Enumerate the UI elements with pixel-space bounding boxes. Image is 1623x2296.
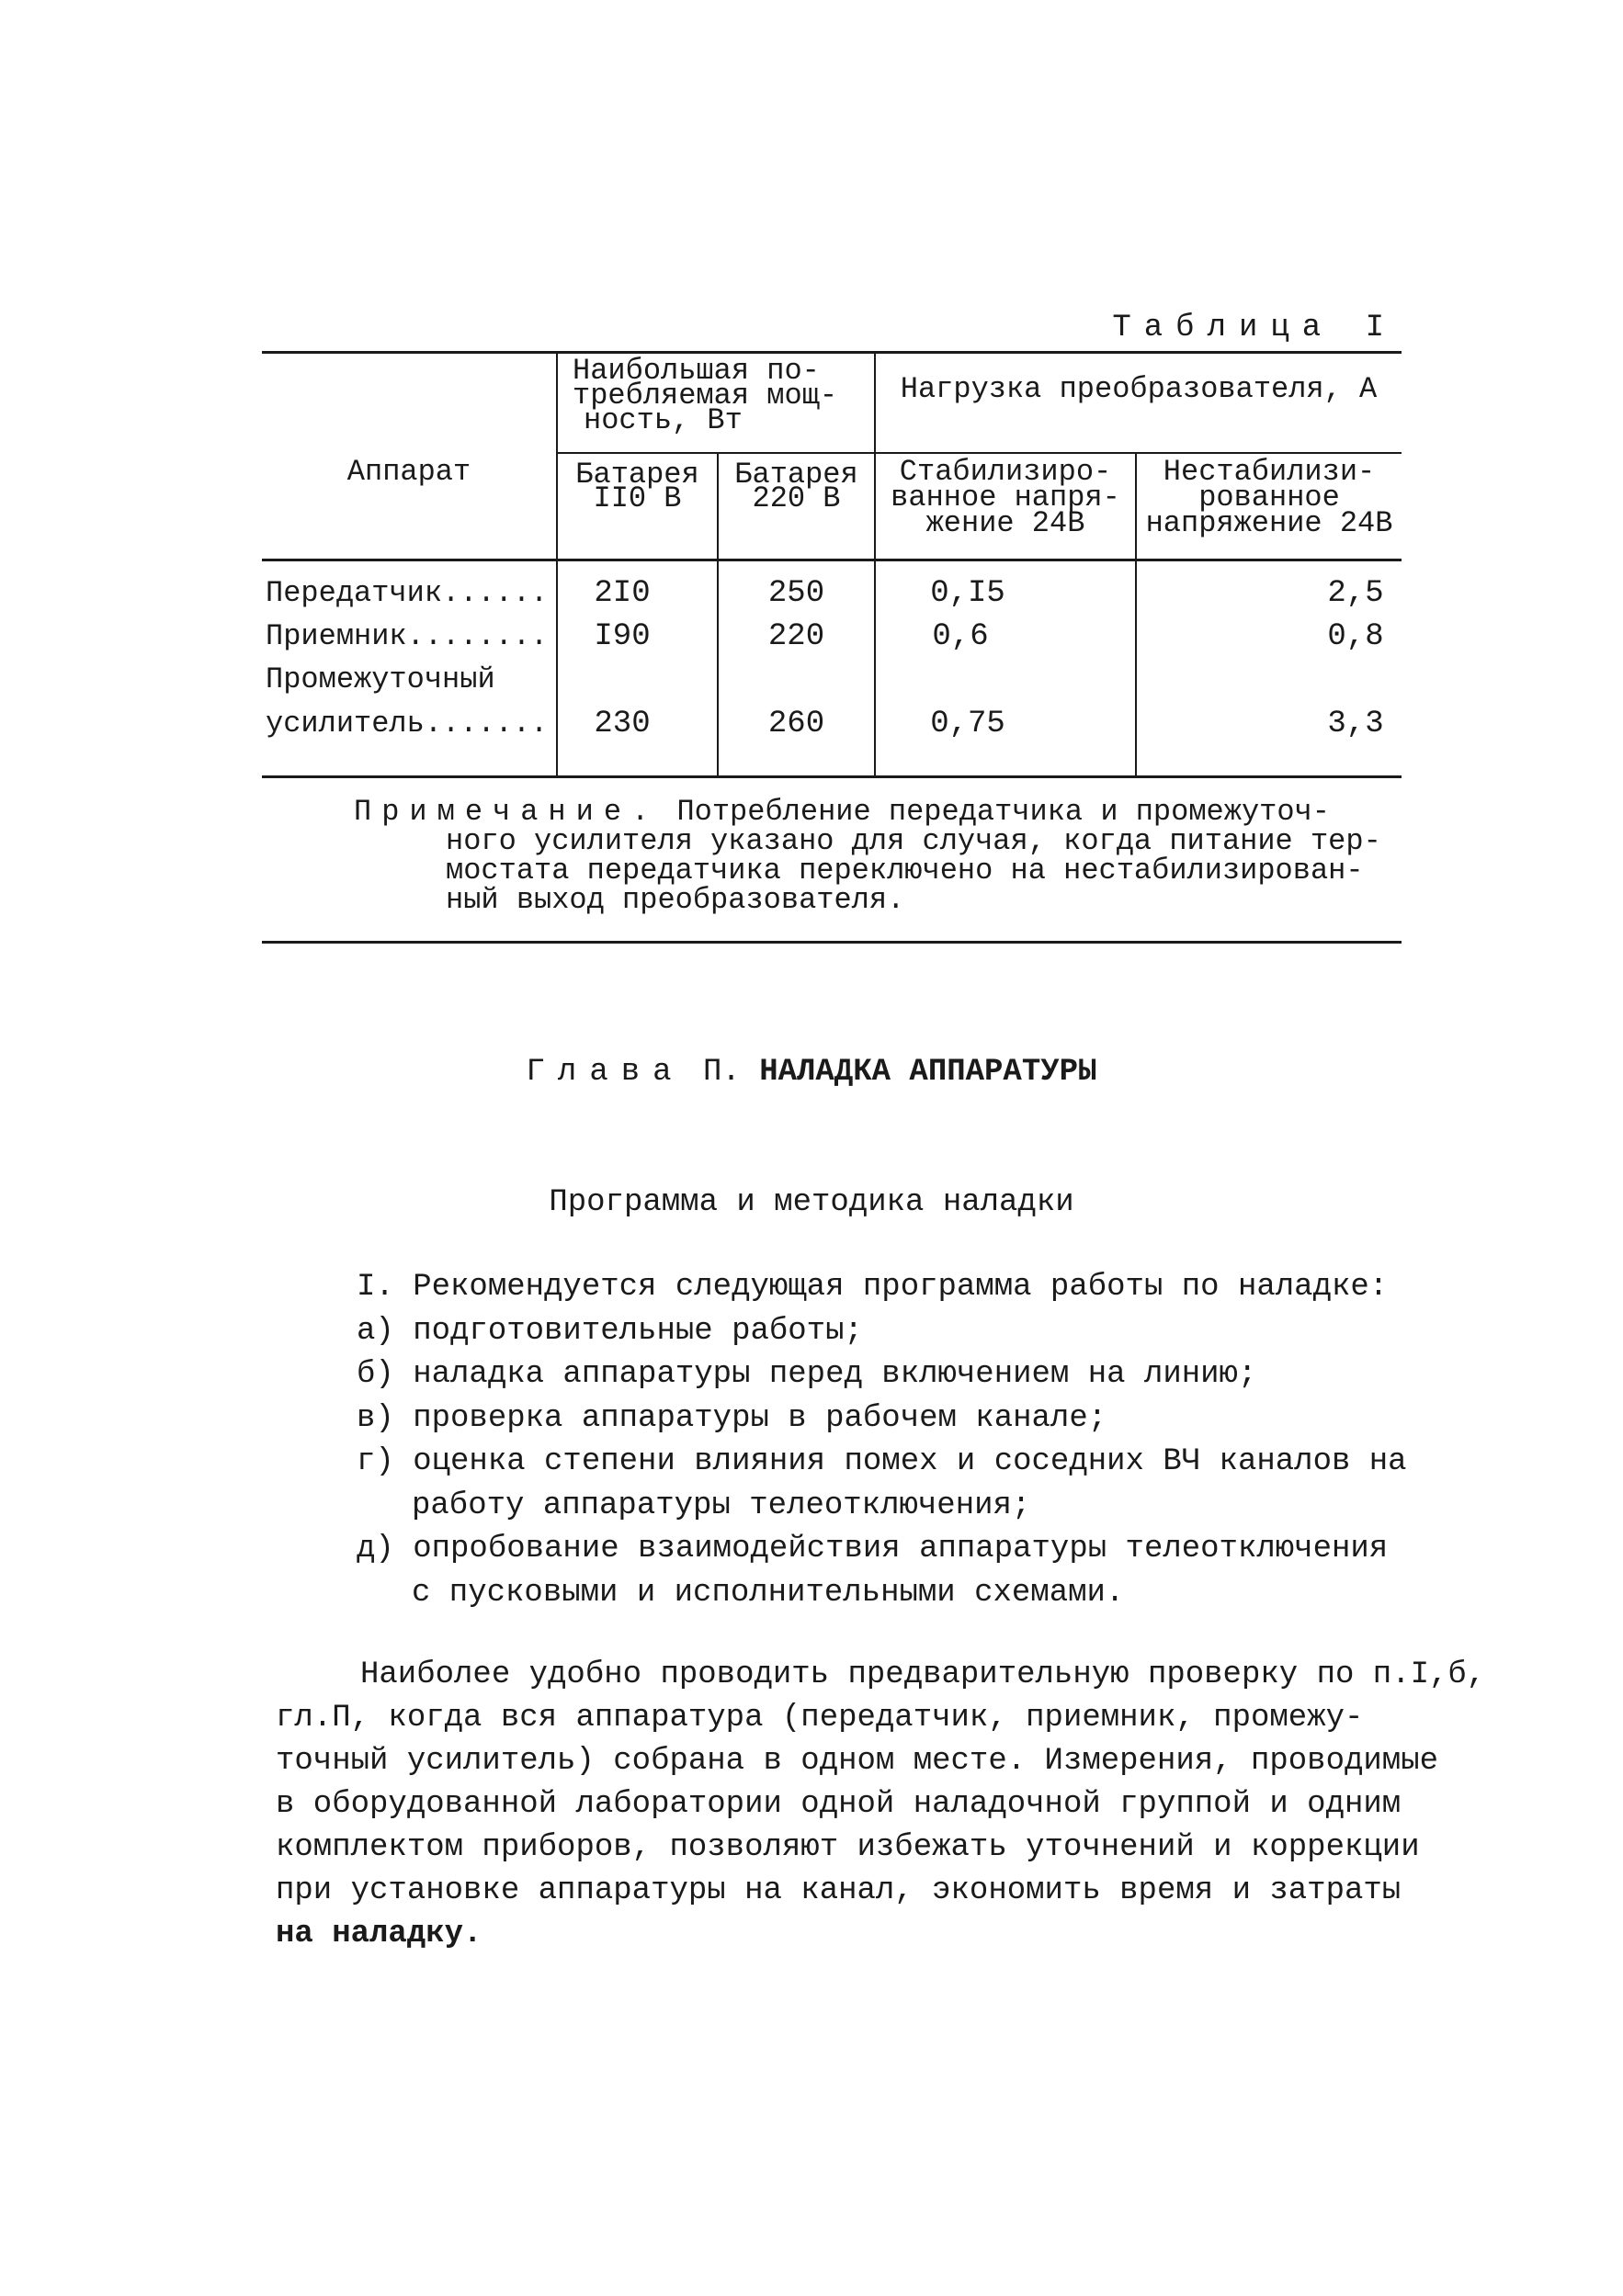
row-value-b220: 220: [767, 619, 825, 654]
header-load-group: Нагрузка преобразователя, А: [900, 372, 1378, 406]
header-stabilized-line: Стабилизиро-: [899, 455, 1112, 489]
header-unstabilized: [1137, 455, 1402, 540]
chapter-prefix: Глава: [526, 1055, 685, 1090]
header-unstabilized-line: Нестабилизи-: [1163, 455, 1376, 489]
note-line: ный выход преобразователя.: [446, 883, 905, 917]
list-item-continuation: с пусковыми и исполнительными схемами.: [412, 1575, 1125, 1611]
paragraph-line: на наладку.: [276, 1917, 482, 1951]
paragraph-line: в оборудованной лаборатории одной наладочной группой и одним: [276, 1787, 1402, 1822]
table-subheader-rule: [556, 452, 1402, 454]
header-power-line: ность, Вт: [584, 403, 743, 437]
header-battery-220-line: 220 В: [752, 481, 841, 515]
header-power-line: требляемая мощ-: [573, 379, 838, 413]
list-item-continuation: работу аппаратуры телеотключения;: [412, 1487, 1031, 1523]
header-battery-110: [558, 458, 717, 515]
list-item: б) наладка аппаратуры перед включением на линию;: [357, 1357, 1257, 1392]
row-value-stab: 0,6: [932, 619, 989, 654]
table-bottom-rule: [262, 775, 1402, 778]
header-unstabilized-line: напряжение 24В: [1145, 506, 1393, 540]
header-stabilized: [876, 455, 1135, 540]
table-note: [354, 797, 1402, 915]
chapter-title: НАЛАДКА АППАРАТУРЫ: [759, 1055, 1097, 1090]
row-name: Передатчик......: [266, 576, 549, 610]
header-battery-220-line: Батарея: [734, 458, 858, 492]
program-list: [357, 1266, 1413, 1615]
note-first-line: [354, 797, 1402, 827]
note-line: мостата передатчика переключено на нестабилизирован-: [446, 854, 1364, 888]
row-value-stab: 0,I5: [930, 576, 1005, 611]
row-value-b220: 250: [767, 576, 825, 611]
row-value-unstab: 2,5: [1327, 576, 1384, 611]
paragraph-line: при установке аппаратуры на канал, экономить время и затраты: [276, 1873, 1402, 1908]
list-item: г) оценка степени влияния помех и соседних ВЧ каналов на: [357, 1444, 1407, 1479]
note-line: ного усилителя указано для случая, когда питание тер-: [446, 824, 1381, 858]
list-item: а) подготовительные работы;: [357, 1313, 863, 1349]
list-item: д) опробование взаимодействия аппаратуры телеотключения: [357, 1532, 1389, 1566]
row-value-unstab: 0,8: [1327, 619, 1384, 654]
list-intro: I. Рекомендуется следующая программа работы по наладке:: [357, 1270, 1389, 1305]
header-stabilized-line: жение 24В: [925, 506, 1085, 540]
paragraph-line: точный усилитель) собрана в одном месте. Измерения, проводимые: [276, 1744, 1439, 1779]
paragraph-line: Наиболее удобно проводить предварительную проверку по п.I,б,: [360, 1657, 1486, 1692]
paragraph-line: гл.П, когда вся аппаратура (передатчик, приемник, промежу-: [276, 1701, 1364, 1736]
table-caption: Таблица I: [1112, 311, 1397, 345]
row-value-unstab: 3,3: [1327, 707, 1384, 741]
row-value-b220: 260: [767, 707, 825, 741]
table-top-rule: [262, 351, 1402, 354]
header-battery-110-line: II0 В: [593, 481, 682, 515]
row-value-stab: 0,75: [930, 707, 1005, 741]
paragraph-line: комплектом приборов, позволяют избежать уточнений и коррекции: [276, 1830, 1420, 1865]
row-value-b110: I90: [594, 619, 651, 654]
header-power-group: [573, 354, 867, 437]
row-value-b110: 230: [594, 707, 651, 741]
header-power-line: Наибольшая по-: [573, 354, 820, 388]
note-label: Примечание.: [354, 795, 660, 829]
data-table: [262, 351, 1402, 778]
chapter-number: П.: [702, 1055, 741, 1090]
row-value-b110: 2I0: [594, 576, 651, 611]
header-unstabilized-line: рованное: [1198, 481, 1340, 515]
list-item: в) проверка аппаратуры в рабочем канале;: [357, 1400, 1107, 1436]
header-apparatus: Аппарат: [346, 455, 471, 489]
header-battery-220: [719, 458, 874, 515]
row-name: Приемник........: [266, 619, 549, 653]
row-name: Промежуточный: [266, 662, 495, 696]
section-title: Программа и методика наладки: [549, 1185, 1074, 1220]
header-battery-110-line: Батарея: [575, 458, 699, 492]
header-stabilized-line: ванное напря-: [891, 481, 1120, 515]
body-paragraph: [276, 1654, 1486, 1956]
note-bottom-rule: [262, 941, 1402, 944]
chapter-heading: [0, 1055, 1623, 1090]
note-line: Потребление передатчика и промежуточ-: [676, 795, 1330, 829]
table-header-rule: [262, 559, 1402, 561]
row-name: усилитель.......: [266, 707, 549, 741]
